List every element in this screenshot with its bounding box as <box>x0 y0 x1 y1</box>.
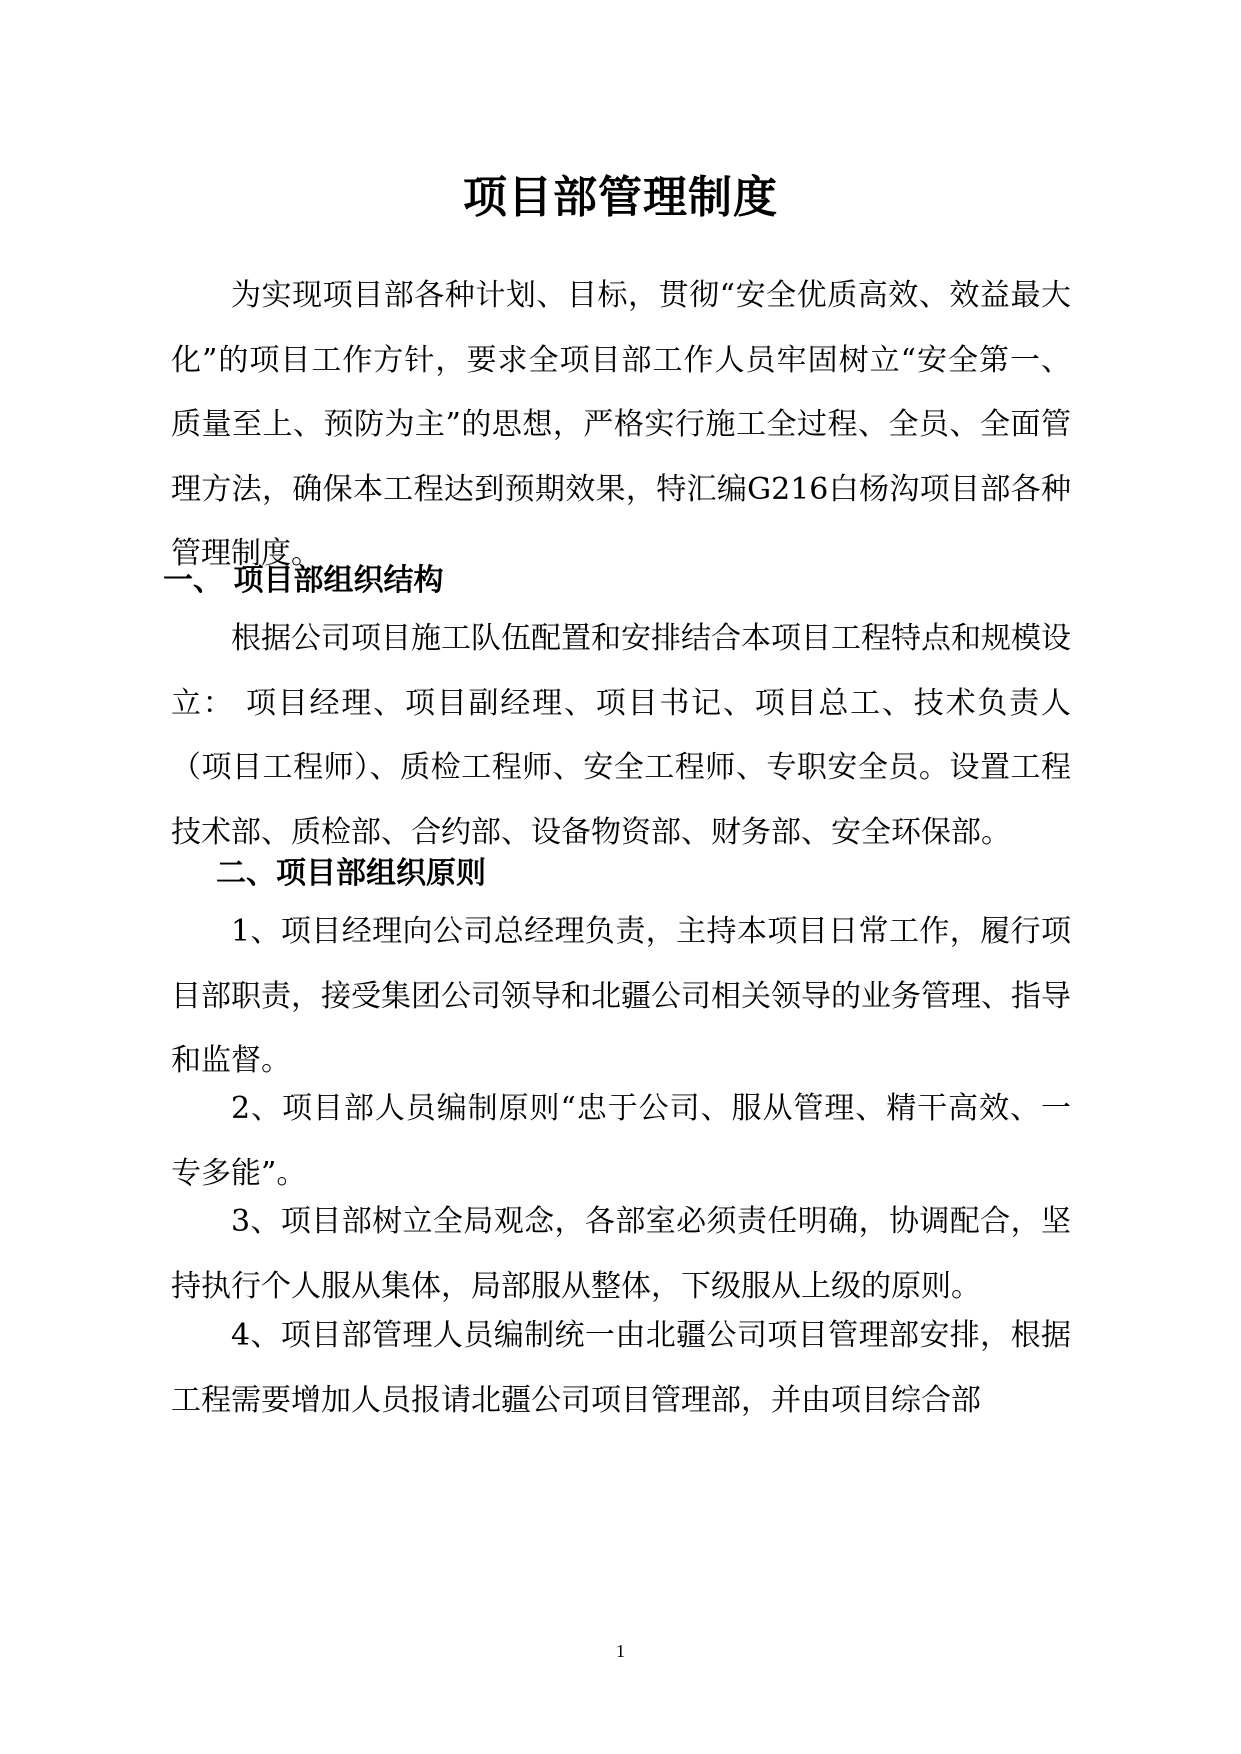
section-heading-organization-principles: 二、项目部组织原则 <box>216 856 486 891</box>
page-title: 项目部管理制度 <box>463 172 778 223</box>
intro-paragraph: 为实现项目部各种计划、目标，贯彻“安全优质高效、效益最大化”的项目工作方针，要求全项目部工作人员牢固树立“安全第一、质量至上、预防为主”的思想，严格实行施工全过程、全员、全面管理方法，确保本工程达到预期效果，特汇编G216白杨沟项目部各种管理制度。 <box>171 278 1071 571</box>
section-heading-organization-structure: 一、 项目部组织结构 <box>163 563 444 598</box>
principle-item-1: 1、项目经理向公司总经理负责，主持本项目日常工作，履行项目部职责，接受集团公司领导和北疆公司相关领导的业务管理、指导和监督。 <box>171 914 1071 1078</box>
principle-item-3: 3、项目部树立全局观念，各部室必须责任明确，协调配合，坚持执行个人服从集体，局部服从整体，下级服从上级的原则。 <box>171 1204 1071 1304</box>
principle-item-4: 4、项目部管理人员编制统一由北疆公司项目管理部安排，根据工程需要增加人员报请北疆公司项目管理部，并由项目综合部 <box>171 1318 1071 1418</box>
organization-structure-paragraph: 根据公司项目施工队伍配置和安排结合本项目工程特点和规模设立： 项目经理、项目副经理、项目书记、项目总工、技术负责人（项目工程师）、质检工程师、安全工程师、专职安全员。设置工程技术部、质检部、合约部、设备物资部、财务部、安全环保部。 <box>171 621 1071 850</box>
page-number: 1 <box>616 1641 625 1661</box>
principle-item-2: 2、项目部人员编制原则“忠于公司、服从管理、精干高效、一专多能”。 <box>171 1091 1071 1191</box>
